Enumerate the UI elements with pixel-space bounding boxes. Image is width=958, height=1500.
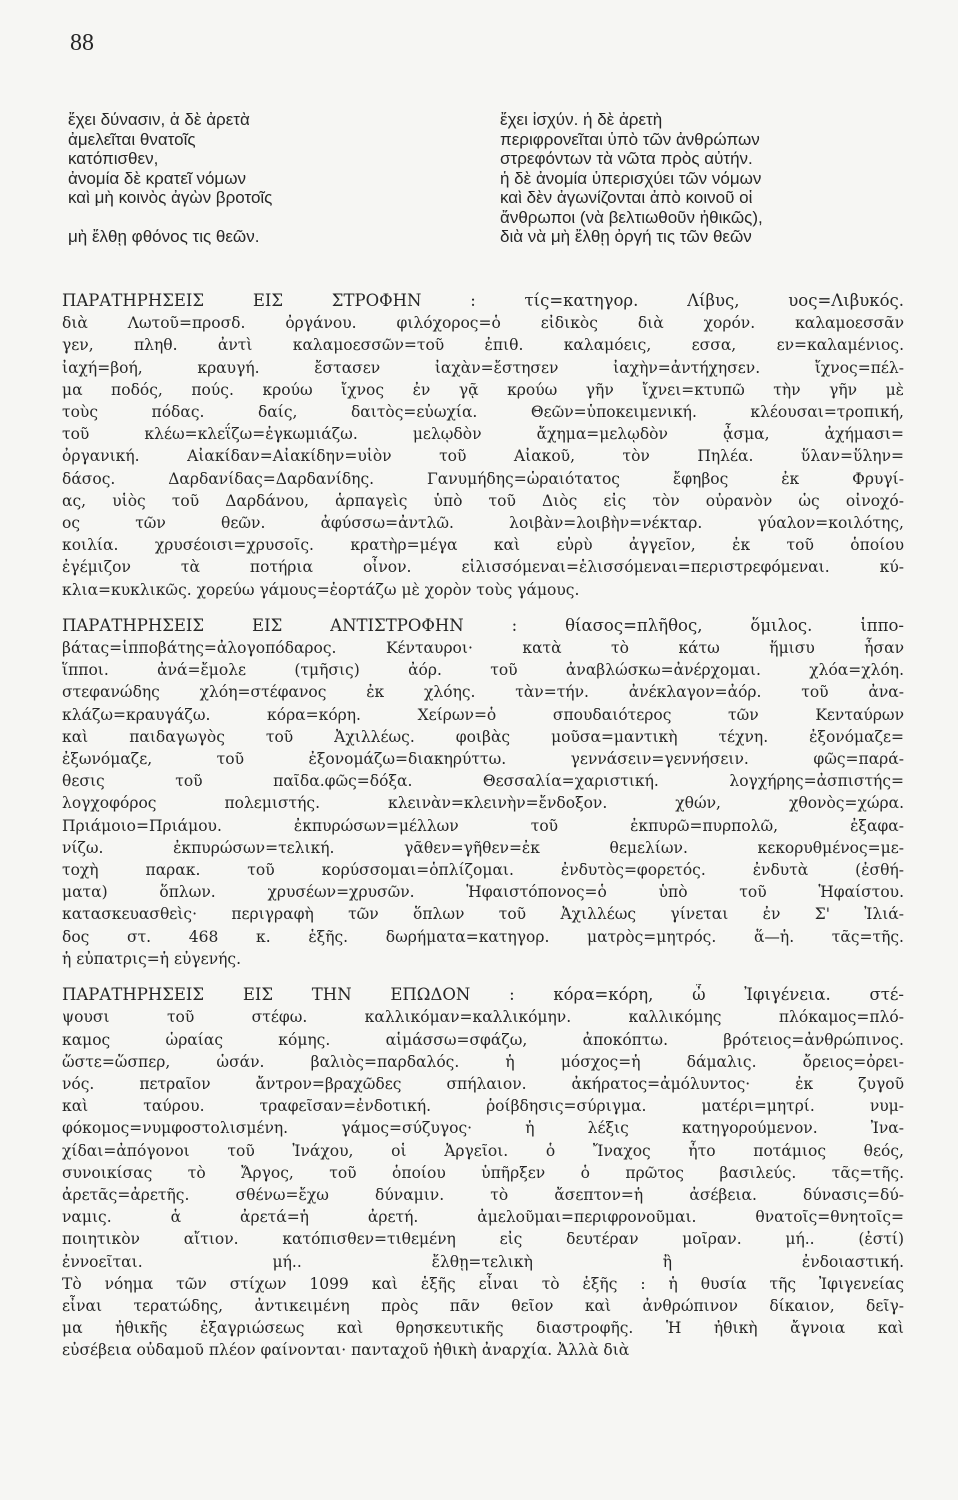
- section-line: εἶναι τερατώδης, ἀντικειμένη πρὸς πᾶν θεῖον καὶ ἀνθρώπινον δίκαιον, δεῖγ-: [62, 1296, 904, 1315]
- section-line: ἰαχή=βοή, κραυγή. ἔστασεν ἰαχὰν=ἔστησεν ἰαχὴν=ἀντήχησεν. ἴχνος=πέλ-: [62, 358, 904, 377]
- section-line: ας, υἱὸς τοῦ Δαρδάνου, ἁρπαγεὶς ὑπὸ τοῦ Διὸς εἰς τὸν οὐρανὸν ὡς οἰνοχό-: [62, 491, 904, 510]
- verse-line: ἔχει ἰσχύν. ἡ δὲ ἀρετὴ: [500, 110, 663, 129]
- section-line: μα ποδός, πούς. κρούω ἴχνος ἐν γᾷ κρούω γῆν ἴχνει=κτυπῶ τὴν γῆν μὲ: [62, 380, 904, 399]
- section-heading-line: ΠΑΡΑΤΗΡΗΣΕΙΣ ΕΙΣ ΑΝΤΙΣΤΡΟΦΗΝ : θίασος=πλῆθος, ὅμιλος. ἱππο-: [62, 615, 904, 635]
- verse-line: ἔχει δύνασιν, ἁ δὲ ἀρετὰ: [68, 110, 250, 129]
- section-line: ἐξωνόμαζε, τοῦ ἐξονομάζω=διακηρύττω. γεννάσειν=γεννήσειν. φῶς=παρά-: [62, 750, 904, 769]
- section-line: βάτας=ἱπποβάτης=ἀλογοπόδαρος. Κένταυροι· κατὰ τὸ κάτω ἥμισυ ἦσαν: [62, 639, 904, 658]
- verse-line: καὶ δὲν ἀγωνίζονται ἀπὸ κοινοῦ οἱ: [500, 188, 753, 207]
- section-line: διὰ Λωτοῦ=προσδ. ὀργάνου. φιλόχορος=ὁ εἰδικὸς διὰ χορόν. καλαμοεσσᾶν: [62, 314, 904, 333]
- verse-line: ἡ δὲ ἀνομία ὑπερισχύει τῶν νόμων: [500, 168, 762, 188]
- section-line: ἐγέμιζον τὰ ποτήρια οἶνον. εἱλισσόμεναι=ἑλισσόμεναι=περιστρεφόμεναι. κύ-: [62, 558, 904, 577]
- section-line: καὶ παιδαγωγὸς τοῦ Ἀχιλλέως. φοιβὰς μοῦσα=μαντικὴ τέχνη. ἐξονόμαζε=: [62, 727, 904, 746]
- section-line: νίζω. ἐκπυρώσων=τελική. γᾶθεν=γῆθεν=ἐκ θεμελίων. κεκορυθμένος=με-: [62, 838, 904, 857]
- section-line: λογχοφόρος πολεμιστής. κλεινὰν=κλεινὴν=ἔνδοξον. χθών, χθονὸς=χώρα.: [62, 794, 904, 813]
- section-line: κατασκευασθεὶς· περιγραφὴ τῶν ὅπλων τοῦ Ἀχιλλέως γίνεται ἐν Σ' Ἰλιά-: [62, 905, 904, 924]
- section-line: καμος ὡραίας κόμης. αἱμάσσω=σφάζω, ἀποκόπτω. βρότειος=ἀνθρώπινος.: [62, 1030, 904, 1049]
- section-line: εὐσέβεια οὐδαμοῦ πλέον φαίνονται· πανταχοῦ ἠθικὴ ἀναρχία. Ἀλλὰ διὰ: [62, 1341, 630, 1360]
- verse-line: διὰ νὰ μὴ ἔλθῃ ὀργή τις τῶν θεῶν: [500, 227, 752, 246]
- section-line: θεσις τοῦ παῖδα.φῶς=δόξα. Θεσσαλία=χαριστική. λογχήρης=ἀσπιστής=: [62, 772, 904, 791]
- notes-section: [62, 615, 904, 970]
- section-line: νός. πετραῖον ἄντρον=βραχῶδες σπήλαιον. ἀκήρατος=ἀμόλυντος· ἐκ ζυγοῦ: [62, 1074, 904, 1093]
- section-line: συνοικίσας τὸ Ἄργος, τοῦ ὁποίου ὑπῆρξεν ὁ πρῶτος βασιλεύς. τᾶς=τῆς.: [62, 1163, 904, 1182]
- section-line: ἐννοεῖται. μή.. ἔλθῃ=τελικὴ ἢ ἐνδοιαστική.: [62, 1252, 904, 1271]
- notes-section: [62, 290, 904, 601]
- page-number: 88: [70, 30, 94, 56]
- section-line: δος στ. 468 κ. ἑξῆς. δωρήματα=κατηγορ. ματρὸς=μητρός. ἅ—ἡ. τᾶς=τῆς.: [62, 927, 904, 946]
- section-line: καὶ ταύρου. τραφεῖσαν=ἐνδοτική. ῥοίβδησις=σύριγμα. ματέρι=μητρί. νυμ-: [62, 1097, 904, 1116]
- verse-line: ἄνθρωποι (νὰ βελτιωθοῦν ἠθικῶς),: [500, 207, 763, 227]
- section-line: φόκομος=νυμφοστολισμένη. γάμος=σύζυγος· ἡ λέξις κατηγορούμενον. Ἰνα-: [62, 1119, 904, 1138]
- section-line: κλια=κυκλικῶς. χορεύω γάμους=ἑορτάζω μὲ χορὸν τοὺς γάμους.: [62, 580, 580, 599]
- verse-line: στρεφόντων τὰ νῶτα πρὸς αὐτήν.: [500, 149, 753, 168]
- notes-section: [62, 984, 904, 1361]
- section-line: Πριάμοιο=Πριάμου. ἐκπυρώσων=μέλλων τοῦ ἐκπυρῶ=πυρπολῶ, ἐξαφα-: [62, 816, 904, 835]
- verse-original-column: [68, 110, 458, 246]
- section-line: δάσος. Δαρδανίδας=Δαρδανίδης. Γανυμήδης=ὡραιότατος ἔφηβος ἐκ Φρυγί-: [62, 469, 904, 488]
- section-line: ος τῶν θεῶν. ἀφύσσω=ἀντλῶ. λοιβὰν=λοιβὴν=νέκταρ. γύαλον=κοιλότης,: [62, 514, 904, 533]
- section-line: τοῦ κλέω=κλεΐζω=ἐγκωμιάζω. μελῳδὸν ἄχημα=μελῳδὸν ᾆσμα, ἀχήμασι=: [62, 425, 904, 444]
- section-line: ματα) ὅπλων. χρυσέων=χρυσῶν. Ἡφαιστόπονος=ὁ ὑπὸ τοῦ Ἡφαίστου.: [62, 883, 904, 902]
- verse-line: ἀνομία δὲ κρατεῖ νόμων: [68, 168, 246, 188]
- section-line: ἵπποι. ἀνά=ἔμολε (τμῆσις) ἀόρ. τοῦ ἀναβλώσκω=ἀνέρχομαι. χλόα=χλόη.: [62, 661, 904, 680]
- section-line: στεφανώδης χλόη=στέφανος ἐκ χλόης. τὰν=τήν. ἀνέκλαγον=ἀόρ. τοῦ ἀνα-: [62, 683, 904, 702]
- section-line: κλάζω=κραυγάζω. κόρα=κόρη. Χείρων=ὁ σπουδαιότερος τῶν Κενταύρων: [62, 705, 904, 724]
- section-body: [62, 615, 904, 970]
- section-line: μα ἠθικῆς ἐξαγριώσεως καὶ θρησκευτικῆς διαστροφῆς. Ἡ ἠθικὴ ἄγνοια καὶ: [62, 1319, 904, 1338]
- section-line: Τὸ νόημα τῶν στίχων 1099 καὶ ἑξῆς εἶναι τὸ ἑξῆς : ἡ θυσία τῆς Ἰφιγενείας: [62, 1274, 904, 1293]
- verse-line: κατόπισθεν,: [68, 149, 159, 168]
- verse-translation-column: [500, 110, 920, 247]
- section-line: τοὺς πόδας. δαίς, δαιτὸς=εὐωχία. Θεῶν=ὑποκειμενική. κλέουσαι=τροπική,: [62, 403, 904, 422]
- section-line: ποιητικὸν αἴτιον. κατόπισθεν=τιθεμένη εἰς δευτέραν μοῖραν. μή.. (ἐστί): [62, 1230, 904, 1249]
- section-line: ὥστε=ὥσπερ, ὡσάν. βαλιὸς=παρδαλός. ἡ μόσχος=ἡ δάμαλις. ὄρειος=ὀρει-: [62, 1052, 904, 1071]
- section-line: γεν, πληθ. ἀντὶ καλαμοεσσῶν=τοῦ ἐπιθ. καλαμόεις, εσσα, εν=καλαμένιος.: [62, 336, 904, 355]
- verse-line: καὶ μὴ κοινὸς ἀγὼν βροτοῖς: [68, 188, 273, 207]
- verse-line: περιφρονεῖται ὑπὸ τῶν ἀνθρώπων: [500, 129, 760, 149]
- section-line: χίδαι=ἀπόγονοι τοῦ Ἰνάχου, οἱ Ἀργεῖοι. ὁ Ἴναχος ἦτο ποτάμιος θεός,: [62, 1141, 904, 1160]
- section-body: [62, 984, 904, 1361]
- section-line: ἡ εὐπατρις=ἡ εὐγενής.: [62, 949, 242, 968]
- section-line: κοιλία. χρυσέοισι=χρυσοῖς. κρατὴρ=μέγα καὶ εὐρὺ ἀγγεῖον, ἐκ τοῦ ὁποίου: [62, 536, 904, 555]
- section-heading-line: ΠΑΡΑΤΗΡΗΣΕΙΣ ΕΙΣ ΣΤΡΟΦΗΝ : τίς=κατηγορ. Λίβυς, υος=Λιβυκός.: [62, 291, 904, 310]
- verse-line: ἀμελεῖται θνατοῖς: [68, 129, 196, 149]
- verse-line: μὴ ἔλθῃ φθόνος τις θεῶν.: [68, 226, 260, 246]
- notes-sections: [62, 290, 904, 1376]
- section-body: [62, 290, 904, 601]
- section-line: ὀργανική. Αἰακίδαν=Αἰακίδην=υἱὸν τοῦ Αἰακοῦ, τὸν Πηλέα. ὕλαν=ὕλην=: [62, 447, 904, 466]
- section-line: ἀρετᾶς=ἀρετῆς. σθένω=ἔχω δύναμιν. τὸ ἄσεπτον=ἡ ἀσέβεια. δύνασις=δύ-: [62, 1185, 904, 1204]
- verse-gap: [68, 208, 458, 227]
- section-line: ψουσι τοῦ στέφω. καλλικόμαν=καλλικόμην. καλλικόμης πλόκαμος=πλό-: [62, 1008, 904, 1027]
- section-line: ναμις. ἁ ἀρετά=ἡ ἀρετή. ἀμελοῦμαι=περιφρονοῦμαι. θνατοῖς=θνητοῖς=: [62, 1208, 904, 1227]
- section-line: τοχὴ παρακ. τοῦ κορύσσομαι=ὁπλίζομαι. ἐνδυτὸς=φορετός. ἐνδυτὰ (ἐσθή-: [62, 861, 904, 880]
- section-heading-line: ΠΑΡΑΤΗΡΗΣΕΙΣ ΕΙΣ ΤΗΝ ΕΠΩΔΟΝ : κόρα=κόρη, ὦ Ἰφιγένεια. στέ-: [62, 985, 904, 1005]
